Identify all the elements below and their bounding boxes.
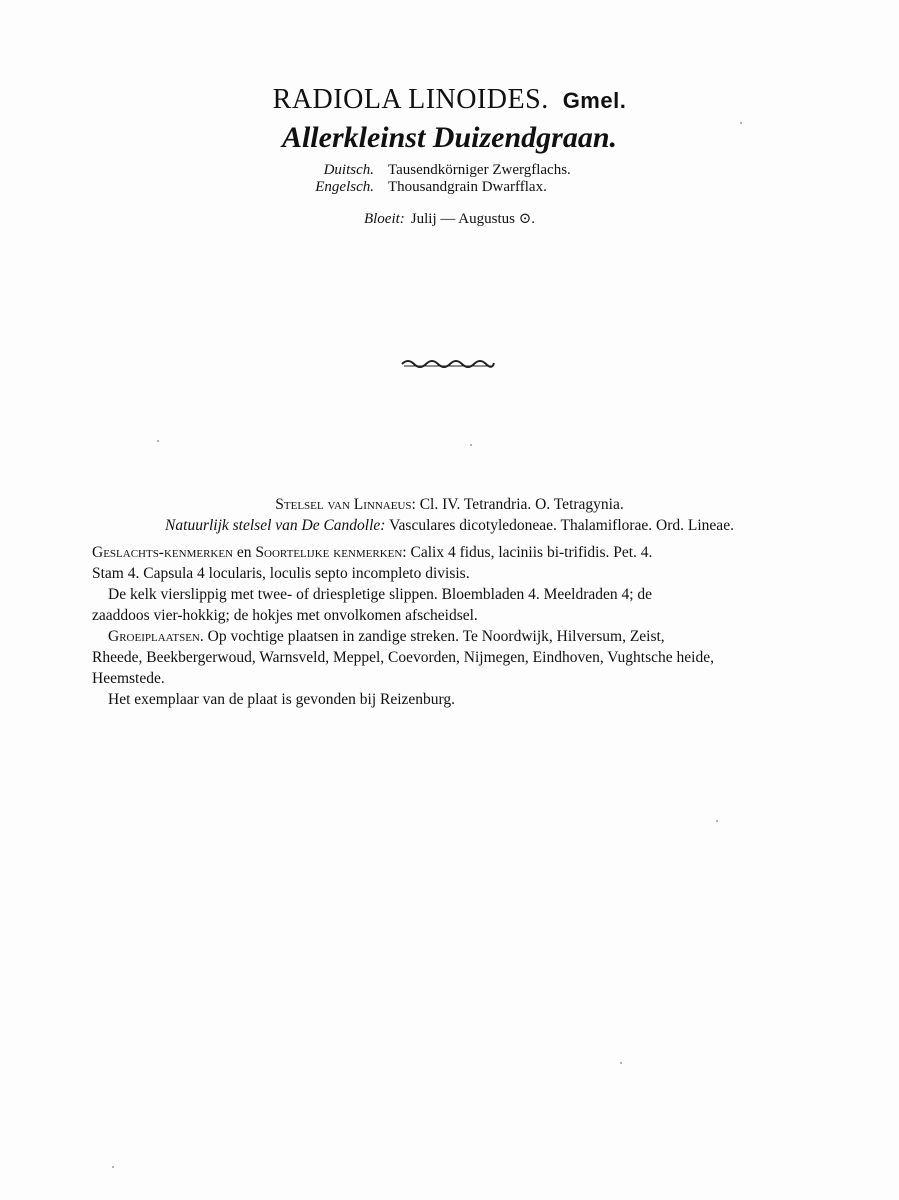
wavy-ornament xyxy=(400,355,496,369)
groeiplaatsen-label: Groeiplaatsen. xyxy=(108,628,204,645)
paper-speck xyxy=(157,440,159,442)
flowering-value: Julij — Augustus ⊙. xyxy=(410,211,536,227)
geslachts-label: Geslachts-kenmerken xyxy=(92,544,234,561)
kenmerken-line-1 xyxy=(92,542,807,563)
kenmerken-line-2: Stam 4. Capsula 4 locularis, loculis septo incompleto divisis. xyxy=(92,565,470,582)
candolle-value: Vasculares dicotyledoneae. Thalamiflorae. Ord. Lineae. xyxy=(389,517,734,534)
flowering-period xyxy=(0,209,899,228)
name-row-german xyxy=(300,162,571,179)
linnaeus-line xyxy=(92,494,807,515)
groeiplaatsen-line-2: Rheede, Beekbergerwoud, Warnsveld, Meppel, Coevorden, Nijmegen, Eindhoven, Vughtsche heide, xyxy=(92,649,714,666)
name-row-english xyxy=(300,179,571,196)
dutch-title: Allerkleinst Duizendgraan. xyxy=(281,121,618,154)
dutch-desc-line-2: zaaddoos vier-hokkig; de hokjes met onvolkomen afscheidsel. xyxy=(92,607,478,624)
candolle-line xyxy=(92,515,807,536)
candolle-label: Natuurlijk stelsel van De Candolle: xyxy=(165,517,386,534)
latin-name: RADIOLA LINOIDES. xyxy=(272,84,549,115)
paper-speck xyxy=(740,122,742,124)
classification-block xyxy=(92,494,807,536)
groeiplaatsen-line-1 xyxy=(92,626,807,647)
common-names xyxy=(300,162,571,196)
linnaeus-value: Cl. IV. Tetrandria. O. Tetragynia. xyxy=(419,496,624,513)
language-label: Duitsch. xyxy=(323,162,374,178)
paper-speck xyxy=(112,1166,114,1168)
common-name: Thousandgrain Dwarfflax. xyxy=(388,179,547,195)
kenmerken-text-1: Calix 4 fidus, laciniis bi-trifidis. Pet. 4. xyxy=(410,544,653,561)
paper-speck xyxy=(716,820,718,822)
author-abbrev: Gmel. xyxy=(562,88,627,113)
flowering-label: Bloeit: xyxy=(363,211,405,227)
exemplaar-line: Het exemplaar van de plaat is gevonden bij Reizenburg. xyxy=(108,691,456,708)
groeiplaatsen-text-1: Op vochtige plaatsen in zandige streken. Te Noordwijk, Hilversum, Zeist, xyxy=(207,628,665,645)
groeiplaatsen-line-3: Heemstede. xyxy=(92,670,165,687)
paper-speck xyxy=(470,444,472,446)
common-name: Tausendkörniger Zwergflachs. xyxy=(388,162,571,178)
paper-speck xyxy=(620,1062,622,1064)
dutch-desc-line-1: De kelk vierslippig met twee- of driespletige slippen. Bloembladen 4. Meeldraden 4; de xyxy=(108,586,653,603)
latin-title xyxy=(0,84,899,116)
soortelijke-label: Soortelijke kenmerken: xyxy=(255,544,407,561)
description-block xyxy=(92,542,807,710)
linnaeus-label: Stelsel van Linnaeus: xyxy=(275,496,416,513)
language-label: Engelsch. xyxy=(315,179,374,195)
kenmerken-en: en xyxy=(236,544,252,561)
